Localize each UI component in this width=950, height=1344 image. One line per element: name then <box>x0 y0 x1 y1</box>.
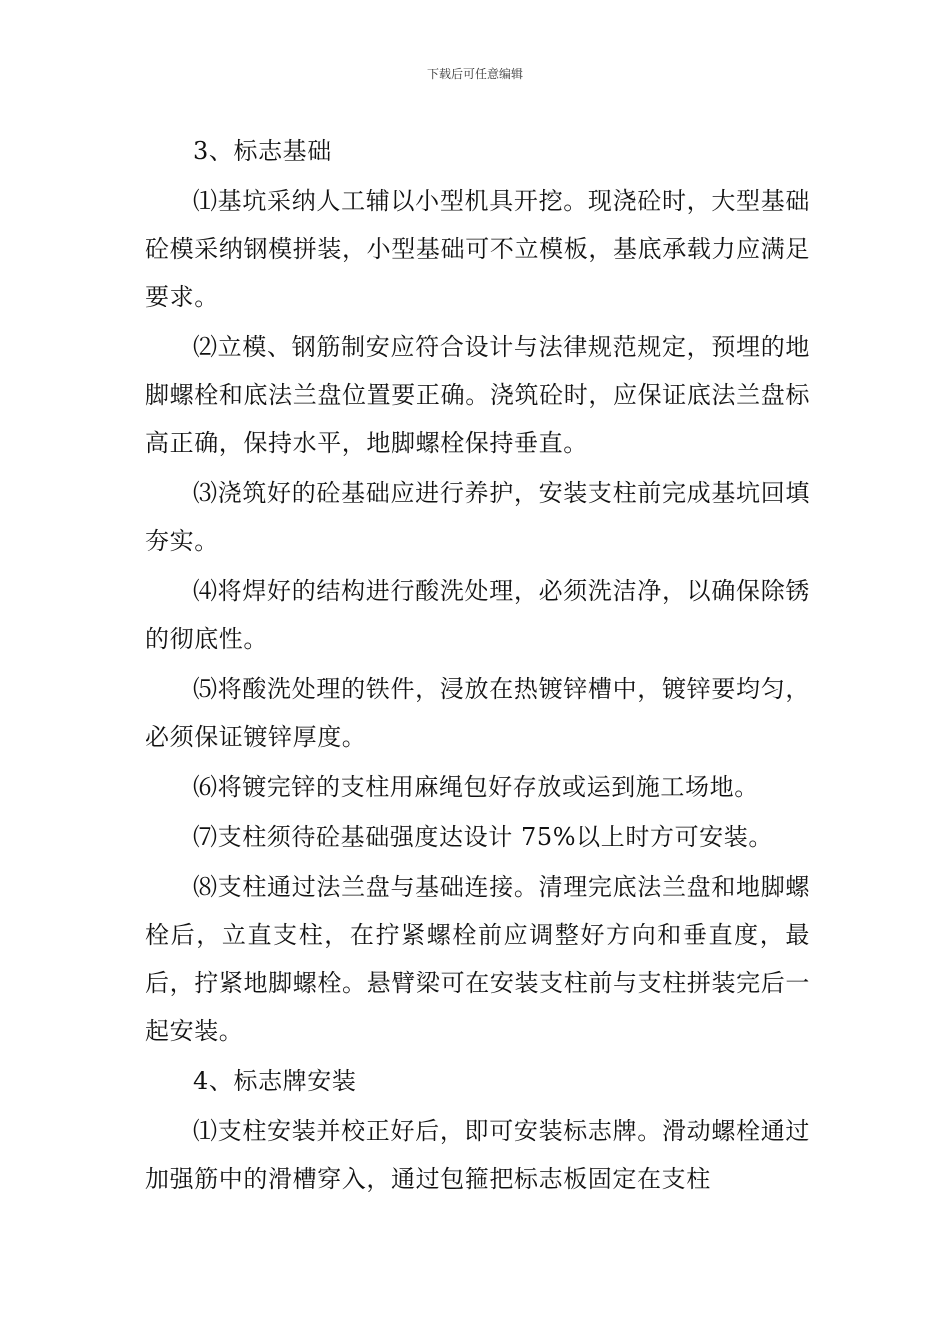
paragraph-2: ⑵立模、钢筋制安应符合设计与法律规范规定，预埋的地脚螺栓和底法兰盘位置要正确。浇筑砼时，应保证底法兰盘标高正确，保持水平，地脚螺栓保持垂直。 <box>145 333 810 457</box>
section-heading-4: 4、标志牌安装 <box>193 1067 357 1095</box>
paragraph-6: ⑹将镀完锌的支柱用麻绳包好存放或运到施工场地。 <box>193 773 759 801</box>
section-heading-3: 3、标志基础 <box>193 137 332 165</box>
paragraph-5: ⑸将酸洗处理的铁件，浸放在热镀锌槽中，镀锌要均匀，必须保证镀锌厚度。 <box>145 675 810 751</box>
paragraph-7: ⑺支柱须待砼基础强度达设计 75%以上时方可安装。 <box>193 823 773 851</box>
document-body <box>145 127 810 1205</box>
paragraph-8: ⑻支柱通过法兰盘与基础连接。清理完底法兰盘和地脚螺栓后，立直支柱，在拧紧螺栓前应调整好方向和垂直度，最后，拧紧地脚螺栓。悬臂梁可在安装支柱前与支柱拼装完后一起安装。 <box>145 873 810 1045</box>
page-header-note: 下载后可任意编辑 <box>426 67 523 81</box>
paragraph-4: ⑷将焊好的结构进行酸洗处理，必须洗洁净，以确保除锈的彻底性。 <box>145 577 810 653</box>
paragraph-3: ⑶浇筑好的砼基础应进行养护，安装支柱前完成基坑回填夯实。 <box>145 479 810 555</box>
paragraph-1: ⑴基坑采纳人工辅以小型机具开挖。现浇砼时，大型基础砼模采纳钢模拼装，小型基础可不立模板，基底承载力应满足要求。 <box>145 187 810 311</box>
paragraph-9: ⑴支柱安装并校正好后，即可安装标志牌。滑动螺栓通过加强筋中的滑槽穿入，通过包箍把标志板固定在支柱 <box>145 1117 810 1193</box>
